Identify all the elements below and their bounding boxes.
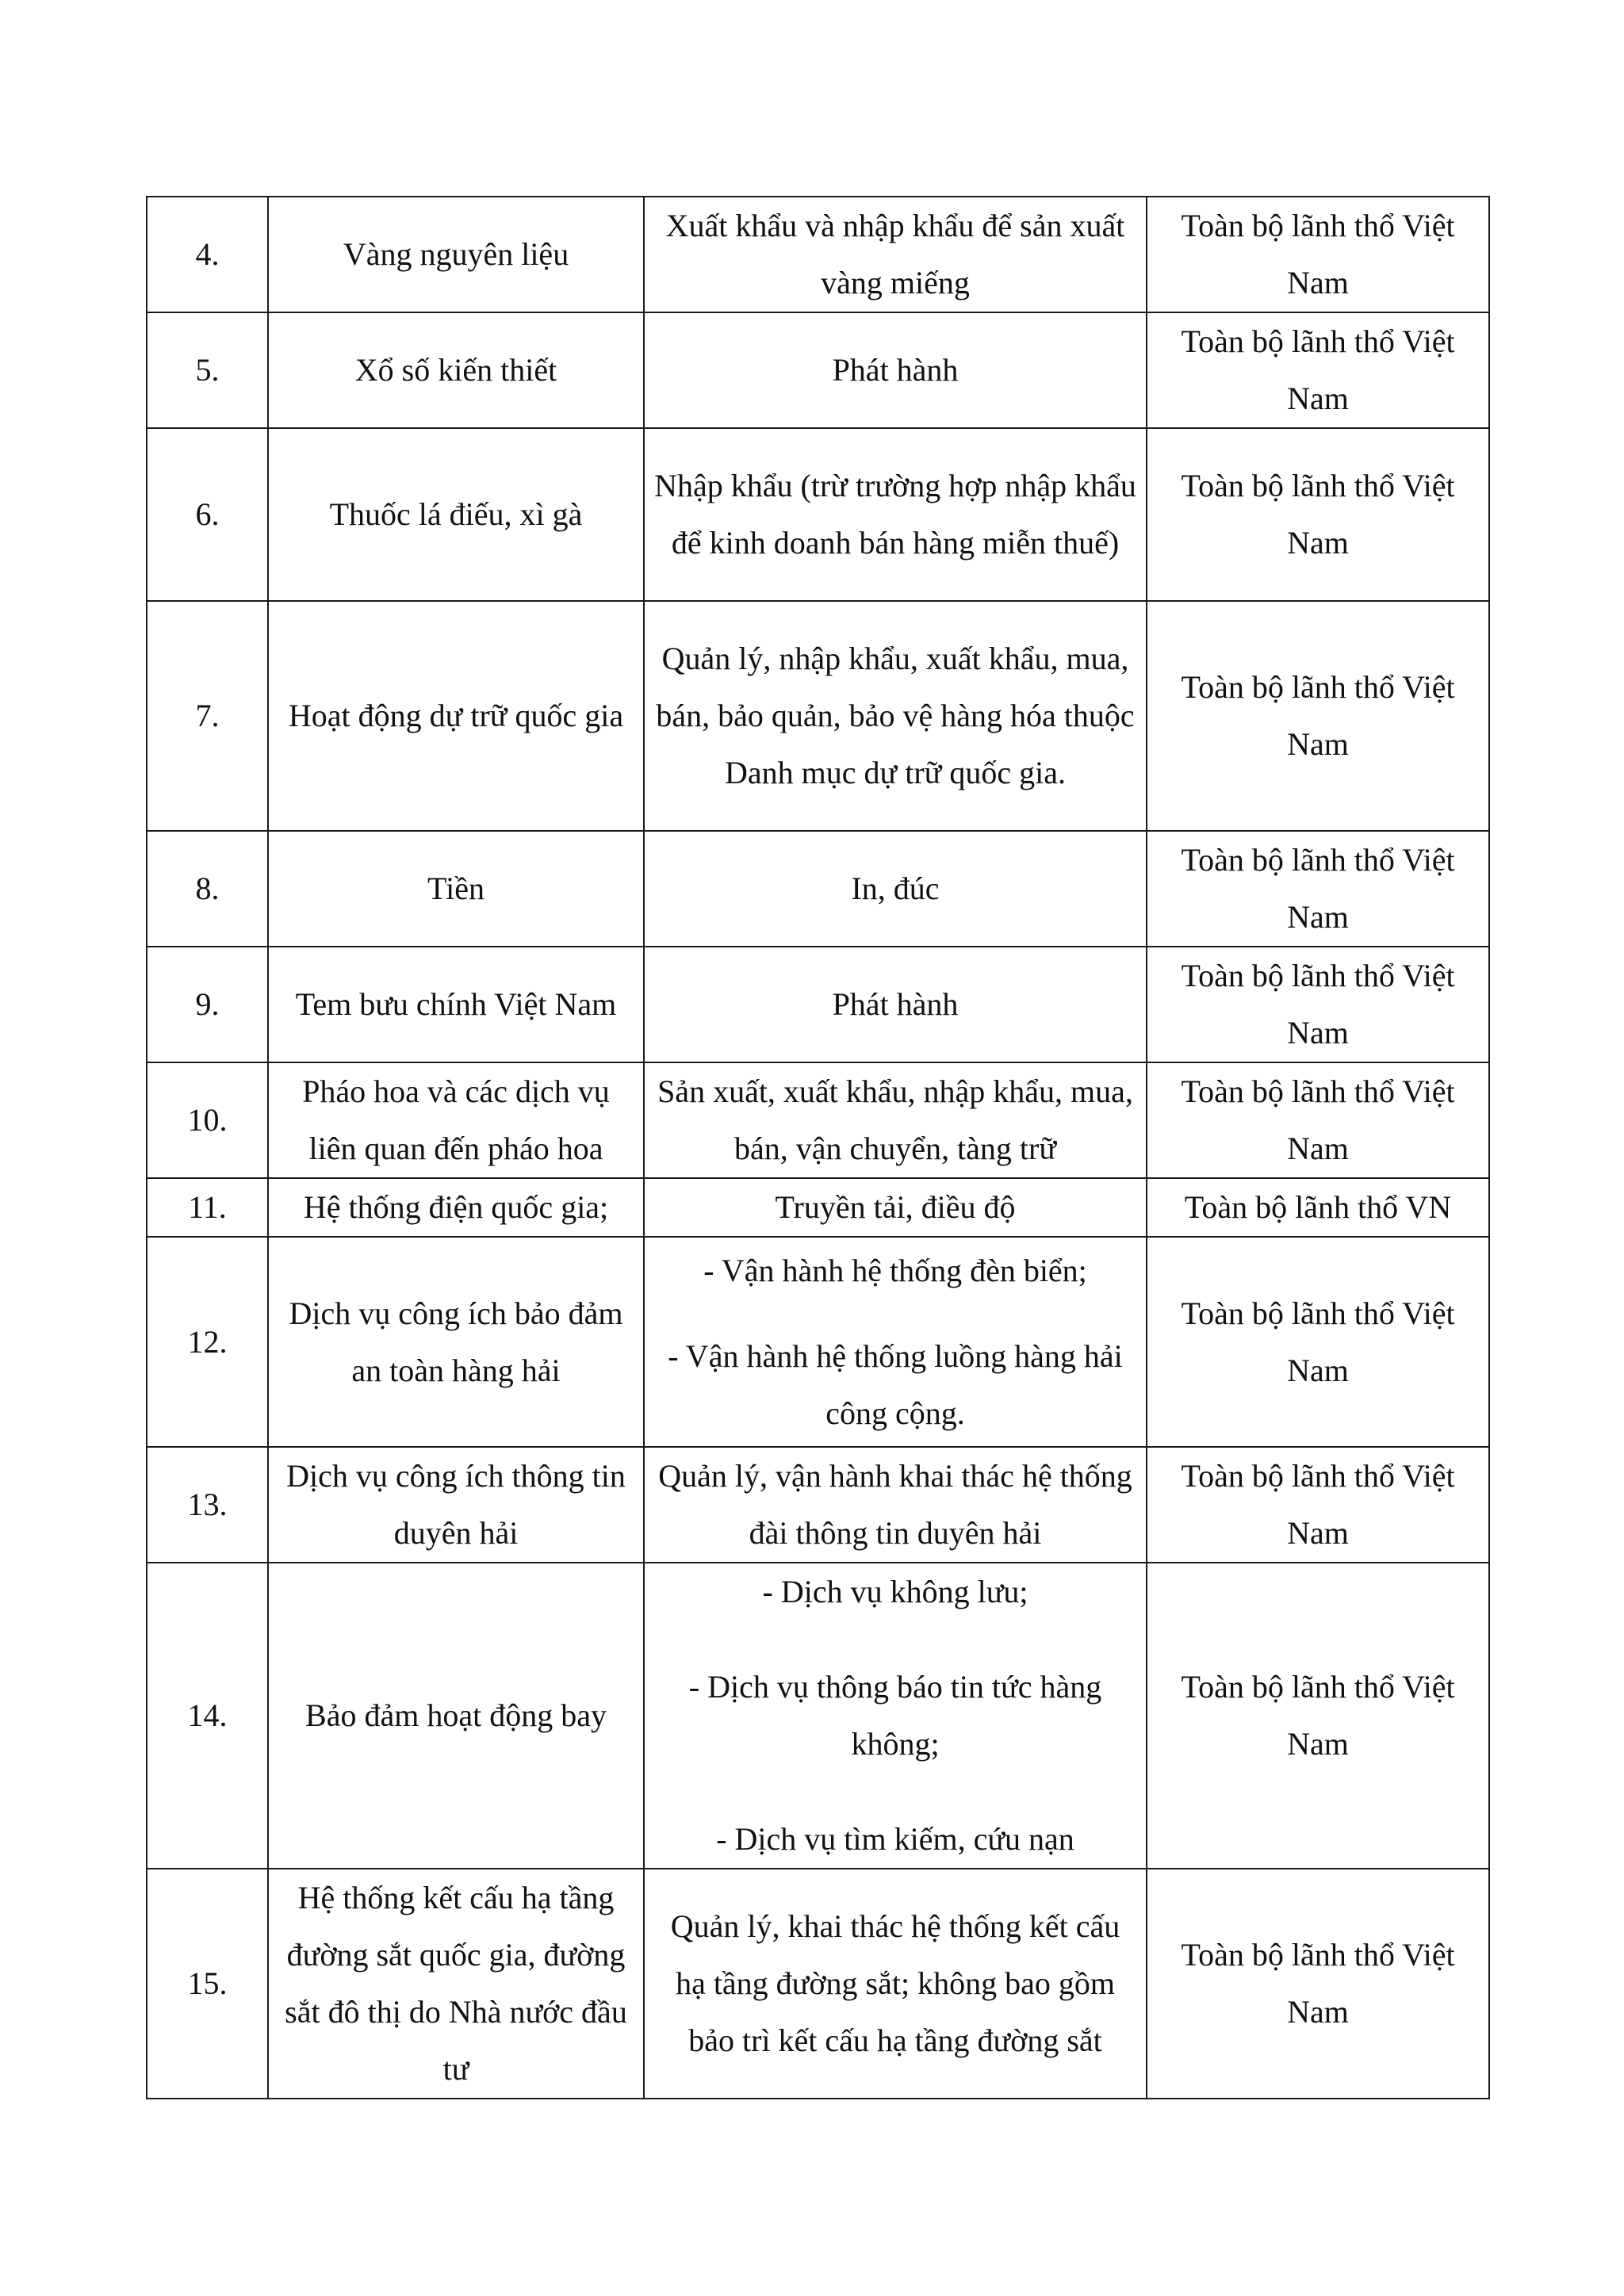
activity-line: Nhập khẩu (trừ trường hợp nhập khẩu để kinh doanh bán hàng miễn thuế) — [654, 468, 1136, 561]
table-row — [147, 428, 1489, 601]
scope-cell: Toàn bộ lãnh thổ Việt Nam — [1147, 1062, 1489, 1178]
table-row — [147, 601, 1489, 831]
activity-cell — [644, 428, 1147, 601]
activity-line: Truyền tải, điều độ — [775, 1189, 1016, 1225]
item-cell: Tem bưu chính Việt Nam — [268, 947, 644, 1062]
item-cell: Thuốc lá điếu, xì gà — [268, 428, 644, 601]
activity-cell — [644, 1869, 1147, 2099]
row-number-cell: 4. — [147, 197, 268, 312]
activity-line: Phát hành — [832, 986, 959, 1022]
item-cell: Pháo hoa và các dịch vụ liên quan đến pháo hoa — [268, 1062, 644, 1178]
item-cell: Dịch vụ công ích thông tin duyên hải — [268, 1447, 644, 1563]
row-number-cell: 8. — [147, 831, 268, 947]
item-cell: Bảo đảm hoạt động bay — [268, 1563, 644, 1869]
row-number-cell: 12. — [147, 1237, 268, 1447]
table-row — [147, 1869, 1489, 2099]
item-cell: Tiền — [268, 831, 644, 947]
scope-cell: Toàn bộ lãnh thổ VN — [1147, 1178, 1489, 1237]
scope-cell: Toàn bộ lãnh thổ Việt Nam — [1147, 831, 1489, 947]
item-cell: Vàng nguyên liệu — [268, 197, 644, 312]
activity-cell — [644, 601, 1147, 831]
row-number-cell: 13. — [147, 1447, 268, 1563]
scope-cell: Toàn bộ lãnh thổ Việt Nam — [1147, 601, 1489, 831]
item-cell: Dịch vụ công ích bảo đảm an toàn hàng hải — [268, 1237, 644, 1447]
activity-line: - Dịch vụ không lưu; — [762, 1574, 1028, 1609]
activity-line: - Dịch vụ tìm kiếm, cứu nạn — [716, 1821, 1074, 1857]
activity-cell — [644, 947, 1147, 1062]
scope-cell: Toàn bộ lãnh thổ Việt Nam — [1147, 1869, 1489, 2099]
row-number-cell: 14. — [147, 1563, 268, 1869]
item-cell: Hệ thống điện quốc gia; — [268, 1178, 644, 1237]
activity-cell — [644, 831, 1147, 947]
scope-cell: Toàn bộ lãnh thổ Việt Nam — [1147, 428, 1489, 601]
row-number-cell: 10. — [147, 1062, 268, 1178]
table-row — [147, 947, 1489, 1062]
row-number-cell: 7. — [147, 601, 268, 831]
table-row — [147, 197, 1489, 312]
activity-line: Quản lý, nhập khẩu, xuất khẩu, mua, bán, bảo quản, bảo vệ hàng hóa thuộc Danh mục dự trữ quốc gia. — [656, 641, 1135, 790]
table-row — [147, 1563, 1489, 1869]
item-cell: Xổ số kiến thiết — [268, 312, 644, 428]
row-number-cell: 9. — [147, 947, 268, 1062]
table-row — [147, 1178, 1489, 1237]
row-number-cell: 6. — [147, 428, 268, 601]
scope-cell: Toàn bộ lãnh thổ Việt Nam — [1147, 312, 1489, 428]
enterprise-scope-table — [146, 196, 1490, 2099]
item-cell: Hoạt động dự trữ quốc gia — [268, 601, 644, 831]
scope-cell: Toàn bộ lãnh thổ Việt Nam — [1147, 1563, 1489, 1869]
activity-cell — [644, 1237, 1147, 1447]
activity-line: Sản xuất, xuất khẩu, nhập khẩu, mua, bán, vận chuyển, tàng trữ — [657, 1073, 1133, 1166]
activity-line: - Vận hành hệ thống đèn biển; — [703, 1252, 1087, 1288]
item-cell: Hệ thống kết cấu hạ tầng đường sắt quốc gia, đường sắt đô thị do Nhà nước đầu tư — [268, 1869, 644, 2099]
activity-cell — [644, 1447, 1147, 1563]
activity-line: In, đúc — [851, 871, 940, 906]
table-row — [147, 1447, 1489, 1563]
table-row — [147, 831, 1489, 947]
activity-line: - Vận hành hệ thống luồng hàng hải công cộng. — [668, 1337, 1123, 1431]
activity-cell — [644, 197, 1147, 312]
activity-line: Xuất khẩu và nhập khẩu để sản xuất vàng miếng — [665, 208, 1125, 300]
table-row — [147, 312, 1489, 428]
activity-line: Phát hành — [832, 352, 959, 388]
table-row — [147, 1237, 1489, 1447]
scope-cell: Toàn bộ lãnh thổ Việt Nam — [1147, 1237, 1489, 1447]
table-row — [147, 1062, 1489, 1178]
scope-cell: Toàn bộ lãnh thổ Việt Nam — [1147, 947, 1489, 1062]
activity-line: Quản lý, khai thác hệ thống kết cấu hạ tầng đường sắt; không bao gồm bảo trì kết cấu hạ tầng đường sắt — [670, 1908, 1120, 2058]
activity-cell — [644, 1178, 1147, 1237]
activity-cell — [644, 1062, 1147, 1178]
activity-cell — [644, 1563, 1147, 1869]
scope-cell: Toàn bộ lãnh thổ Việt Nam — [1147, 197, 1489, 312]
activity-line: Quản lý, vận hành khai thác hệ thống đài thông tin duyên hải — [658, 1458, 1132, 1551]
row-number-cell: 11. — [147, 1178, 268, 1237]
row-number-cell: 5. — [147, 312, 268, 428]
row-number-cell: 15. — [147, 1869, 268, 2099]
scope-cell: Toàn bộ lãnh thổ Việt Nam — [1147, 1447, 1489, 1563]
activity-cell — [644, 312, 1147, 428]
activity-line: - Dịch vụ thông báo tin tức hàng không; — [688, 1669, 1102, 1762]
